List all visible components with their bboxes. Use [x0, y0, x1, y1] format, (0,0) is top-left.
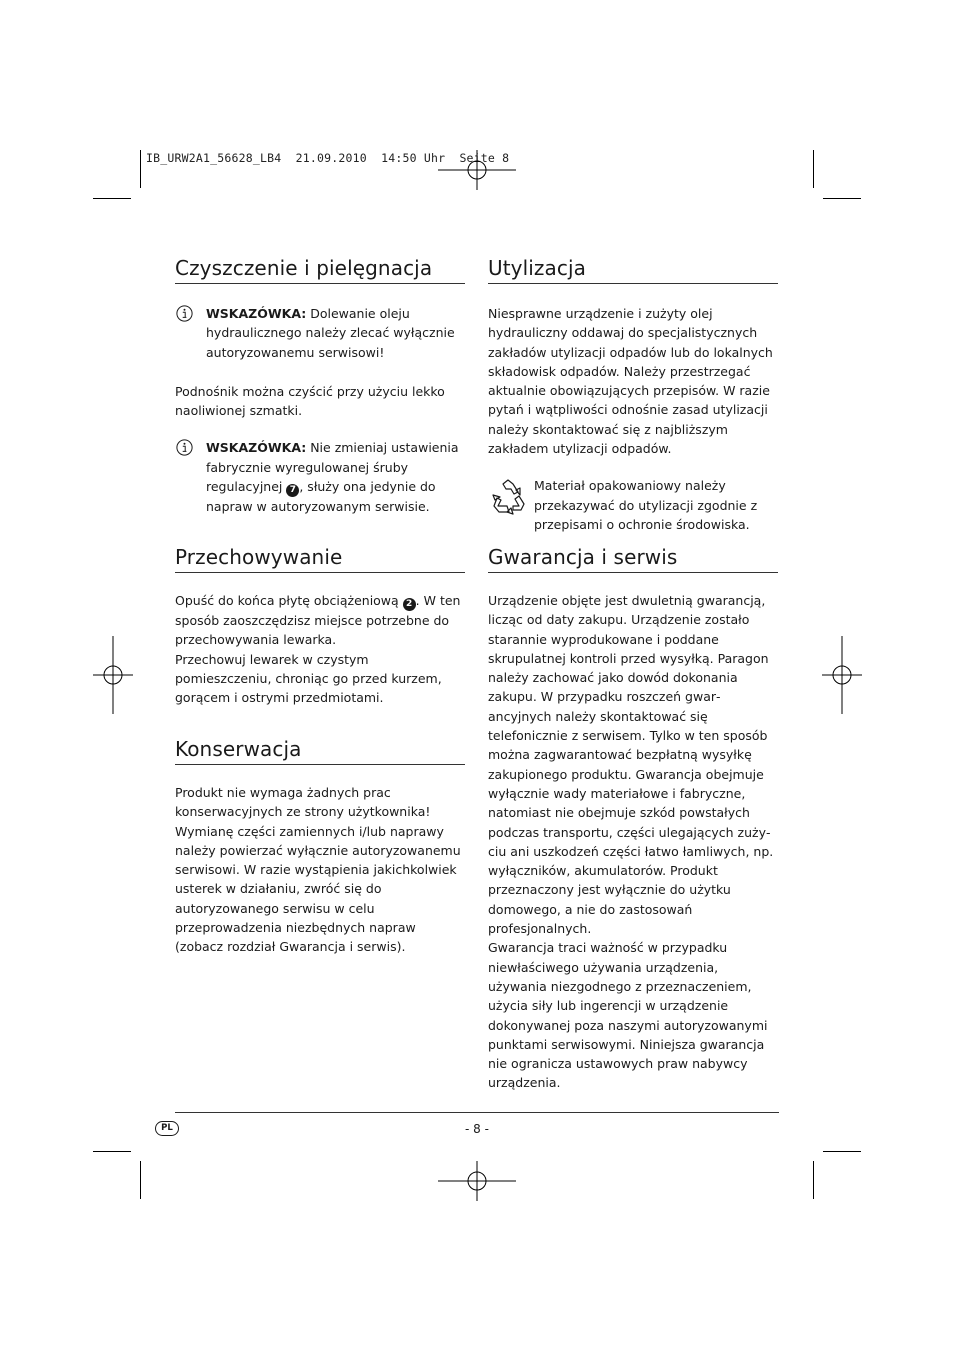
part-number-badge: 7: [286, 484, 299, 497]
footer-rule: [175, 1112, 779, 1113]
section-storage: [175, 545, 465, 707]
heading-warranty: Gwarancja i serwis: [488, 545, 778, 573]
storage-paragraph-1: [175, 591, 465, 650]
section-disposal: [488, 256, 778, 534]
note-screw: [175, 438, 465, 516]
crop-mark: [823, 198, 861, 199]
cleaning-paragraph: Podnośnik można czyścić przy użyciu lekko naoliwionej szmatki.: [175, 383, 445, 419]
note-label: WSKAZÓWKA:: [206, 440, 307, 456]
info-icon: [176, 439, 193, 456]
storage-paragraph-2: Przechowuj lewarek w czystym pomieszczeniu, chroniąc go przed kurzem, gorącem i ostrymi przedmiotami.: [175, 651, 442, 706]
print-slug: IB_URW2A1_56628_LB4 21.09.2010 14:50 Uhr Seite 8: [146, 151, 510, 165]
heading-maintenance: Konserwacja: [175, 737, 465, 765]
recycle-note: [488, 476, 778, 534]
registration-mark-icon: [438, 1161, 516, 1201]
heading-disposal: Utylizacja: [488, 256, 778, 284]
crop-mark: [823, 1151, 861, 1152]
note-text: , służy ona jedynie do napraw w autoryzowanym serwisie.: [206, 479, 436, 515]
crop-mark: [813, 1161, 814, 1199]
crop-mark: [93, 198, 131, 199]
crop-mark: [140, 150, 141, 188]
registration-mark-icon: [438, 150, 516, 190]
crop-mark: [813, 150, 814, 188]
maintenance-paragraph-2: Wymianę części zamiennych i/lub naprawy należy powierzać wyłącznie autoryzowanemu serwisowi. W razie wystąpienia jakichkolwiek usterek w działaniu, zwróć się do autoryzowanego serwisu w celu przeprowadzenia niezbędnych napraw (zobacz rozdział Gwarancja i serwis).: [175, 823, 461, 955]
crop-mark: [140, 1161, 141, 1199]
recycle-text: Materiał opakowaniowy należy przekazywać do utylizacji zgodnie z przepisami o ochronie środowiska.: [534, 478, 758, 532]
page-number: - 8 -: [465, 1122, 489, 1136]
note-text: Dolewanie oleju hydraulicznego należy zlecać wyłącznie autoryzowanemu serwisowi!: [206, 306, 455, 360]
info-icon: [176, 305, 193, 322]
note-label: WSKAZÓWKA:: [206, 306, 307, 321]
registration-mark-icon: [822, 636, 862, 714]
heading-storage: Przechowywanie: [175, 545, 465, 573]
storage-text: . W ten sposób zaoszczędzisz miejsce potrzebne do przechowywania lewarka.: [175, 593, 461, 648]
warranty-paragraph-2: Gwarancja traci ważność w przypadku niewłaściwego używania urządzenia, używania niezgodnego z przeznaczeniem, użycia siły lub ingerencji w urządzenie dokonywanej poza naszymi autoryzowanymi punktami serwisowymi. Niniejsza gwarancja nie ogranicza ustawowych praw nabywcy urządzenia.: [488, 940, 768, 1091]
crop-mark: [93, 1151, 131, 1152]
note-oil: [175, 304, 465, 362]
note-text: Nie zmieniaj ustawienia fabrycznie wyregulowanej śruby regulacyjnej: [206, 440, 459, 495]
storage-text: Opuść do końca płytę obciążeniową: [175, 593, 403, 608]
section-maintenance: [175, 737, 465, 957]
part-number-badge: 2: [403, 598, 416, 611]
recycle-icon: [489, 478, 527, 516]
heading-cleaning: Czyszczenie i pielęgnacja: [175, 256, 465, 284]
section-cleaning: [175, 256, 465, 516]
warranty-paragraph-1: Urządzenie objęte jest dwuletnią gwarancją, licząc od daty zakupu. Urządzenie zostało starannie wyprodukowane i poddane skrupulatnej kontroli przed wysyłką. Paragon należy zachować jako dowód dokonania zakupu. W przypadku roszczeń gwarancyjnych należy skontaktować się telefonicznie z serwisem. Tylko w ten sposób można zagwarantować bezpłatną wysyłkę zakupionego produktu. Gwarancja obejmuje wyłącznie wady materiałowe i fabryczne, natomiast nie obejmuje szkód powstałych podczas transportu, części ulegających zużyciu ani uszkodzeń części łatwo łamliwych, np. wyłączników, akumulatorów. Produkt przeznaczony jest wyłącznie do użytku domowego, a nie do zastosowań profesjonalnych.: [488, 593, 774, 937]
maintenance-paragraph-1: Produkt nie wymaga żadnych prac konserwacyjnych ze strony użytkownika!: [175, 785, 431, 820]
disposal-paragraph: Niesprawne urządzenie i zużyty olej hydrauliczny oddawaj do specjalistycznych zakładów utylizacji odpadów lub do lokalnych składowisk odpadów. Należy przestrzegać aktualnie obowiązujących przepisów. W razie pytań i wątpliwości odnośnie zasad utylizacji należy skontaktować się z najbliższym zakładem utylizacji odpadów.: [488, 306, 773, 457]
section-warranty: [488, 545, 778, 1093]
language-badge: PL: [155, 1121, 179, 1136]
registration-mark-icon: [93, 636, 133, 714]
